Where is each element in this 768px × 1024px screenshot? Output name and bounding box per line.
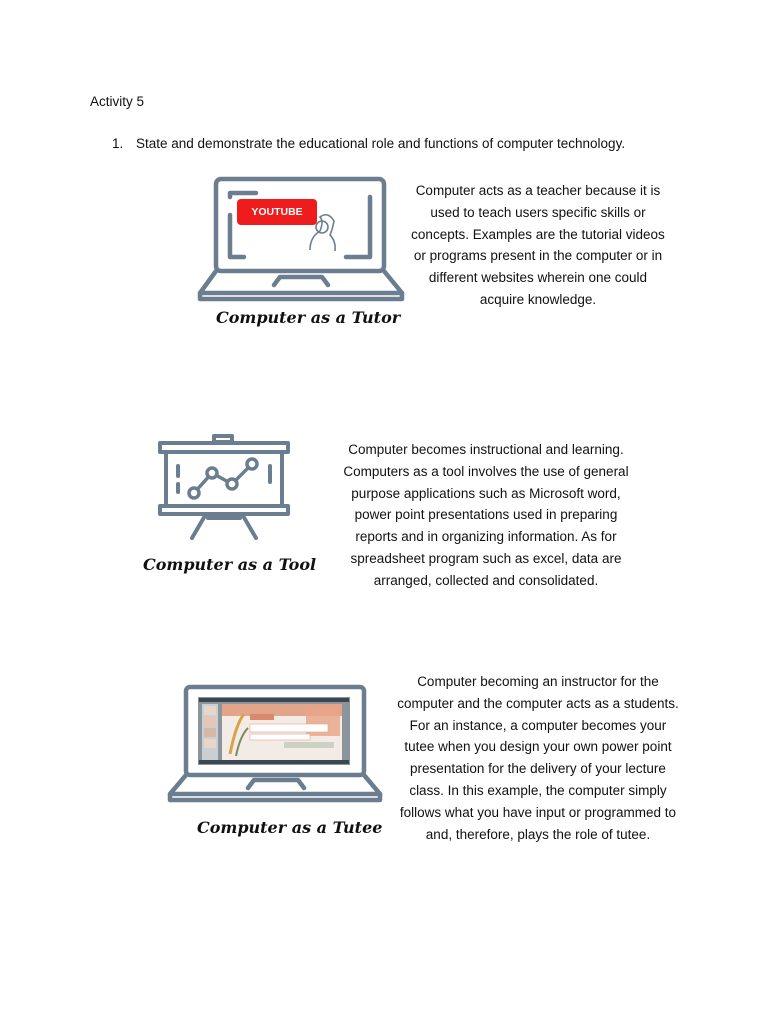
text-line: and, therefore, plays the role of tutee. <box>425 826 651 842</box>
text-line: purpose applications such as Microsoft word, <box>351 485 621 501</box>
slide-editor-screen <box>198 697 350 765</box>
question-number: 1. <box>112 136 124 151</box>
text-line: concepts. Examples are the tutorial videos <box>411 226 665 242</box>
presentation-board-icon <box>156 434 292 544</box>
laptop-tutor-icon <box>196 175 406 305</box>
question-item <box>112 136 625 151</box>
caption-tutee: Computer as a Tutee <box>197 818 383 837</box>
caption-tool: Computer as a Tool <box>143 555 317 574</box>
text-line: reports and in organizing information. As for <box>355 529 617 545</box>
text-line: computer and the computer acts as a students. <box>397 695 679 711</box>
text-line: Computer acts as a teacher because it is <box>415 183 661 198</box>
text-line: arranged, collected and consolidated. <box>373 572 599 588</box>
text-line: power point presentations used in preparing <box>354 507 618 523</box>
tool-description <box>331 439 641 592</box>
text-line: acquire knowledge. <box>479 291 597 307</box>
laptop-tutee-icon <box>166 684 386 804</box>
text-line: presentation for the delivery of your lecture <box>410 761 666 777</box>
tutor-description <box>398 180 678 311</box>
tutee-description <box>383 671 693 845</box>
text-line: tutee when you design your own power point <box>404 739 672 755</box>
text-line: class. In this example, the computer simply <box>409 782 667 798</box>
text-line: Computers as a tool involves the use of general <box>343 463 629 479</box>
youtube-label: YOUTUBE <box>251 206 303 218</box>
text-line: different websites wherein one could <box>428 270 648 286</box>
text-line: follows what you have input or programmed to <box>399 804 677 820</box>
text-line: spreadsheet program such as excel, data are <box>350 550 622 566</box>
text-line: Computer becomes instructional and learning. <box>348 442 624 457</box>
text-line: For an instance, a computer becomes your <box>409 717 667 733</box>
caption-tutor: Computer as a Tutor <box>216 308 401 327</box>
text-line: or programs present in the computer or in <box>413 248 663 264</box>
question-text: State and demonstrate the educational role and functions of computer technology. <box>136 136 626 151</box>
text-line: used to teach users specific skills or <box>430 204 646 220</box>
activity-title: Activity 5 <box>90 94 145 109</box>
text-line: Computer becoming an instructor for the <box>417 674 659 689</box>
